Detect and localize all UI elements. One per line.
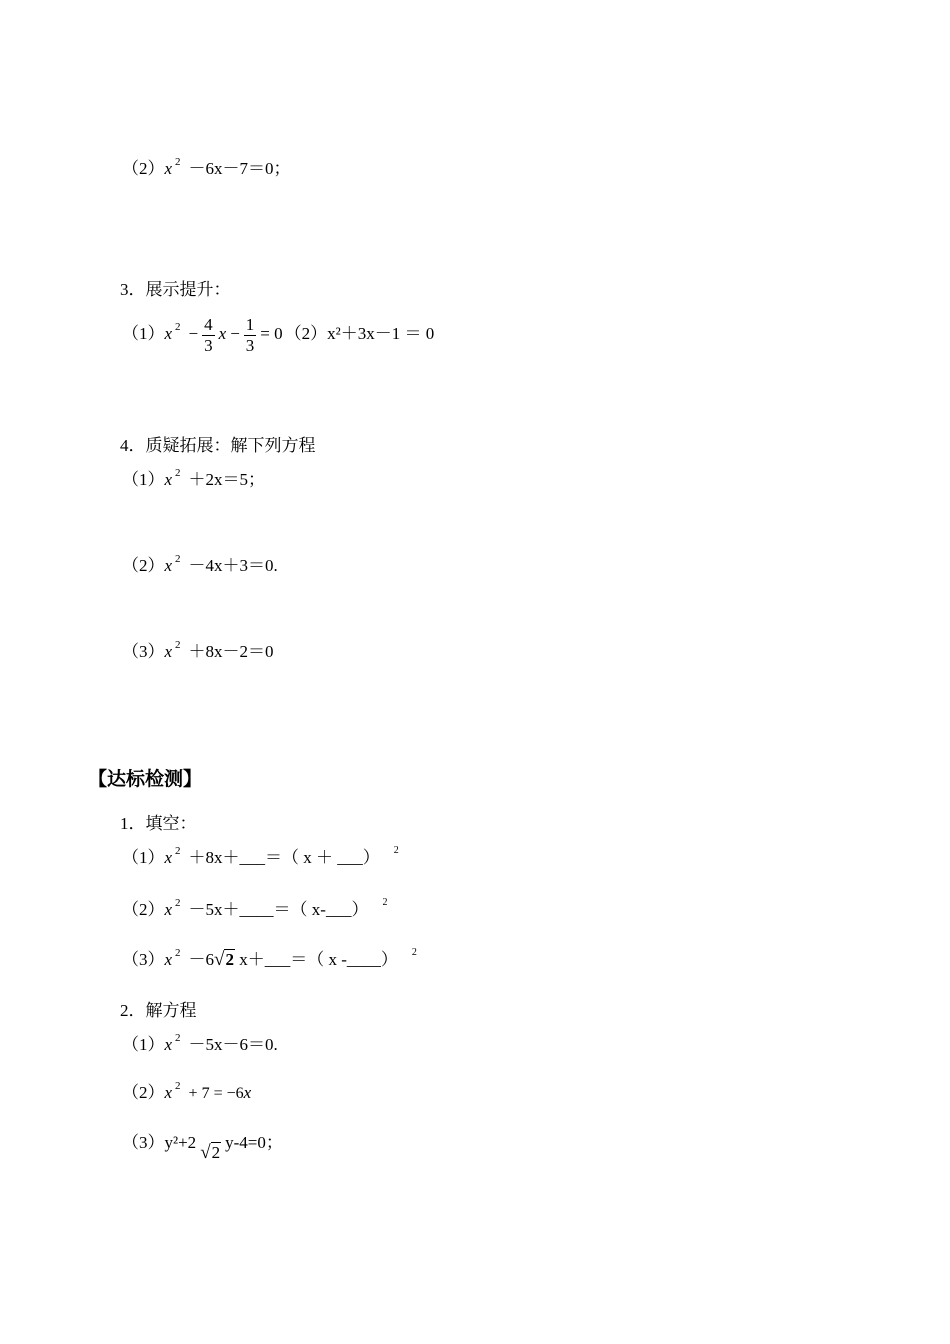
radicand: 2: [225, 950, 234, 969]
equation-text: + 7 = −6: [188, 1085, 244, 1102]
variable-x: x: [164, 470, 173, 489]
exponent: 2: [175, 321, 181, 333]
exponent: 2: [175, 1032, 181, 1044]
fraction-numerator: 1: [245, 314, 255, 334]
fraction-denominator: 3: [245, 335, 255, 355]
equation-4-1: [122, 468, 265, 494]
item-label: （2）: [122, 1083, 165, 1102]
item-label: （1）: [122, 470, 165, 489]
section-3-equations: [122, 312, 434, 358]
exponent: 2: [382, 897, 388, 908]
solve-equation-3: [122, 1131, 283, 1163]
operator: −: [188, 324, 199, 343]
fraction-1-3: [244, 315, 257, 356]
variable-x: x: [164, 1083, 173, 1102]
task-2-title: 2．解方程: [120, 1001, 197, 1020]
item-label: （2）: [122, 159, 165, 178]
fraction-numerator: 4: [204, 314, 213, 334]
equals-zero: = 0: [260, 324, 283, 343]
equation-text: （2）x²＋3x－1 ＝ 0: [284, 324, 435, 343]
item-label: （1）: [122, 1035, 165, 1054]
item-label: （2）: [122, 900, 165, 919]
task-1-title: 1．填空：: [120, 814, 197, 833]
sqrt-two: [200, 1141, 221, 1165]
section-4-title: 4．质疑拓展：解下列方程: [120, 436, 316, 455]
item-label: （1）: [122, 848, 165, 867]
variable-x: x: [164, 900, 173, 919]
solve-equation-2: [122, 1081, 251, 1107]
exponent: 2: [175, 639, 181, 651]
radical-icon: √: [200, 1142, 211, 1163]
equation-text: x＋___＝（ x -____）: [234, 950, 398, 969]
equation-text: ＋8x－2＝0: [188, 642, 274, 661]
fill-blank-3: [122, 948, 417, 975]
radicand: 2: [211, 1143, 221, 1162]
variable-x: x: [164, 642, 173, 661]
exponent: 2: [411, 947, 417, 958]
item-label: （3）: [122, 950, 165, 969]
variable-x: x: [164, 556, 173, 575]
variable-x: x: [164, 324, 173, 343]
equation-line-2: [122, 157, 291, 183]
equation-text: ＋2x＝5；: [188, 470, 266, 489]
item-label: （1）: [122, 324, 165, 343]
exponent: 2: [175, 1080, 181, 1092]
equation-text: －4x＋3＝0.: [188, 556, 278, 575]
item-label: （3）: [122, 642, 165, 661]
fill-blank-2: [122, 898, 387, 925]
fraction-denominator: 3: [204, 335, 213, 355]
section-3-title: 3．展示提升：: [120, 280, 231, 299]
exponent: 2: [175, 467, 181, 479]
exponent: 2: [175, 845, 181, 857]
operator: −: [230, 324, 240, 343]
equation-text: ＋8x＋___＝（ x ＋ ___）: [188, 848, 380, 867]
variable-x: x: [164, 159, 173, 178]
equation-text: y-4=0；: [225, 1133, 283, 1152]
item-label: （2）: [122, 556, 165, 575]
variable-x: x: [218, 324, 227, 343]
equation-text: －6x－7＝0；: [188, 159, 291, 178]
sqrt-two: [214, 948, 235, 972]
equation-4-3: [122, 640, 274, 666]
exponent: 2: [175, 897, 181, 909]
equation-text: y²+2: [164, 1133, 197, 1152]
equation-text: －5x＋____＝（ x-___）: [188, 900, 369, 919]
fill-blank-1: [122, 846, 399, 873]
exponent: 2: [175, 947, 181, 959]
variable-x: x: [164, 1035, 173, 1054]
variable-x: x: [243, 1083, 252, 1102]
section-heading: 【达标检测】: [88, 768, 203, 790]
item-label: （3）: [122, 1133, 165, 1152]
equation-text: －5x－6＝0.: [188, 1035, 278, 1054]
equation-4-2: [122, 554, 278, 580]
variable-x: x: [164, 848, 173, 867]
solve-equation-1: [122, 1033, 278, 1059]
exponent: 2: [175, 553, 181, 565]
exponent: 2: [393, 845, 399, 856]
fraction-4-3: [202, 315, 215, 356]
variable-x: x: [164, 950, 173, 969]
exponent: 2: [175, 156, 181, 168]
radical-icon: √: [214, 949, 225, 970]
coefficient: －6: [188, 950, 215, 969]
